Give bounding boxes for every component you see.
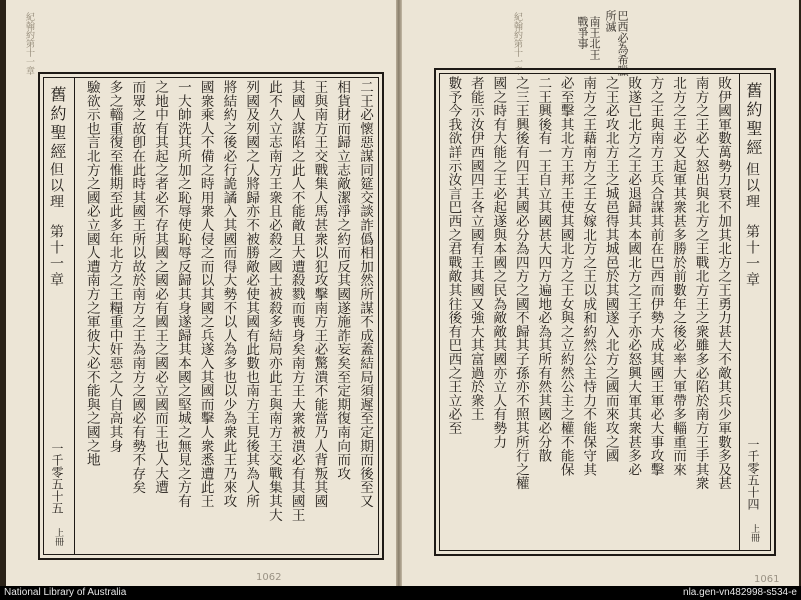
right-text-column: 二王興後有一王自立其國甚大四方遍地必為其所有然其國必分散 (535, 76, 552, 463)
left-chapter-label: 第十一章 (48, 224, 64, 288)
right-page-frame (434, 68, 776, 556)
right-margin-note-1: 巴西必為希臘 (616, 10, 629, 76)
left-title-column (44, 78, 75, 554)
left-text-column: 王與南方王交戰集人馬甚衆以犯攻擊南方王必驚潰不能當乃人背叛其國 (311, 80, 328, 508)
right-volume: 上冊 (749, 524, 759, 542)
left-text-column: 此不久立志南方王衆且必殺之國士被殺多結局亦此王與南方王交戰集其大 (265, 80, 282, 522)
right-text-column: 之三王興後有四王其國必分為四方之國不歸其子孫亦不照其所行之權 (512, 76, 529, 490)
left-text-column: 相貨財而歸立志敵潔淨之約而反其國遂施詐妄矣至定期復南向而攻 (334, 80, 351, 481)
footer-identifier: nla.gen-vn482998-s534-e (683, 587, 797, 598)
left-text-column: 其國人謀陷之此人不能敵且大遭殺戮而喪身矣南方王大衆被潰必有其國王 (288, 80, 305, 522)
right-sub-title: 但以理 (744, 162, 760, 210)
right-page (402, 0, 798, 586)
right-margin-note-4: 戰爭事 (576, 16, 589, 49)
left-text-column: 國衆乘人不備之時用衆人侵之而以其國之兵遂入其國而擊人衆悉遭此王 (197, 80, 214, 508)
right-text-column: 必至擊其北方王邦王使其國北方之王女與之立約然公主之權不能保 (557, 76, 574, 477)
left-pencil-mark: 1062 (256, 572, 282, 583)
left-sub-title: 但以理 (48, 162, 64, 210)
left-text-column: 二王必懷惡謀同筵交談詐僞相加然所謀不成蓋結局須遲至定期而後至又 (357, 80, 373, 508)
right-title-column (739, 74, 770, 550)
left-volume: 上冊 (53, 528, 63, 546)
right-text-column: 南方之王必大怒出與北方之王戰北方王之衆雖多必陷於南方王手其衆 (692, 76, 709, 490)
right-text-body (442, 76, 734, 548)
footer-library-name: National Library of Australia (4, 587, 127, 598)
right-text-column: 方之王與南方王兵合謀其前在巴西而伊勢大成其國王軍必大事攻擊 (647, 76, 664, 477)
right-book-title: 舊約聖經 (744, 82, 763, 158)
right-bleed-through: 紀翰約第十一章 (512, 12, 522, 75)
left-text-column: 將結約之後必行詭譎入其國而得大勢不以人為多也以少為衆此王乃來攻 (220, 80, 237, 508)
right-pencil-mark: 1061 (754, 574, 780, 585)
left-text-column: 而眾之故卽在此時其國王所以故於南方之王為南方之國必有勢不存矣 (129, 80, 146, 494)
right-text-column: 北方之王必又起軍其衆甚多勝於前數年之後必率大軍帶多輜重而來 (670, 76, 687, 477)
right-text-column: 敗遂已北方之王必退歸其本國北方之王子亦必怒興大軍其衆甚多必 (625, 76, 642, 477)
footer-bar (0, 586, 801, 600)
left-page (6, 0, 396, 586)
left-page-number: 一千零五十五 (50, 442, 64, 514)
left-text-column: 驗欲示也言北方之國必立國人遭南方之軍彼大必不能與之國之地 (83, 80, 100, 467)
right-chapter-label: 第十一章 (744, 224, 760, 288)
right-text-column: 南方之王藉南方之王女嫁北方之王以成和約然公主恃力不能保守其 (580, 76, 597, 477)
right-text-column: 數予今我欲詳示汝言巴西之君戰敵其往後有巴西之王立必至 (445, 76, 462, 435)
left-text-column: 一大帥洗其所加之恥辱使恥辱反歸其身遂歸其本國之堅城之無見之方有 (174, 80, 191, 508)
left-book-title: 舊約聖經 (48, 86, 67, 162)
left-text-column: 多之輜重復至惟期至此多年北方之王糧重中奸惡之人自高其身 (106, 80, 123, 453)
right-text-column: 之王必攻北方王之城邑得其城邑於其國遂入北方之國而來攻之國 (602, 76, 619, 463)
left-text-column: 之地中有其起之者必不存其國之國必有國王之國必立國而王也人大遭 (152, 80, 169, 494)
left-text-column: 列國及列國之人將歸亦不被勝敵必使其國有此數也南方王見後其為人所 (243, 80, 260, 508)
right-margin-note-2: 所滅 (604, 10, 617, 32)
right-page-number: 一千零五十四 (746, 438, 760, 510)
right-text-column: 敗伊國軍數萬勢力衰不加其北方之王勇力甚大不敵其兵少軍數多及甚 (715, 76, 731, 490)
right-text-column: 者能示汝伊西國四王各立國有王其國又強大其富過於衆王 (467, 76, 484, 421)
right-margin-note-3: 南王北王 (588, 16, 601, 60)
left-page-frame (38, 72, 384, 560)
left-text-body (80, 80, 376, 552)
left-bleed-through: 紀翰約第十一章 (24, 12, 34, 75)
right-text-column: 國之時有大能之王必起遂與本國之民為敵敵其國亦立人有勢力 (490, 76, 507, 449)
